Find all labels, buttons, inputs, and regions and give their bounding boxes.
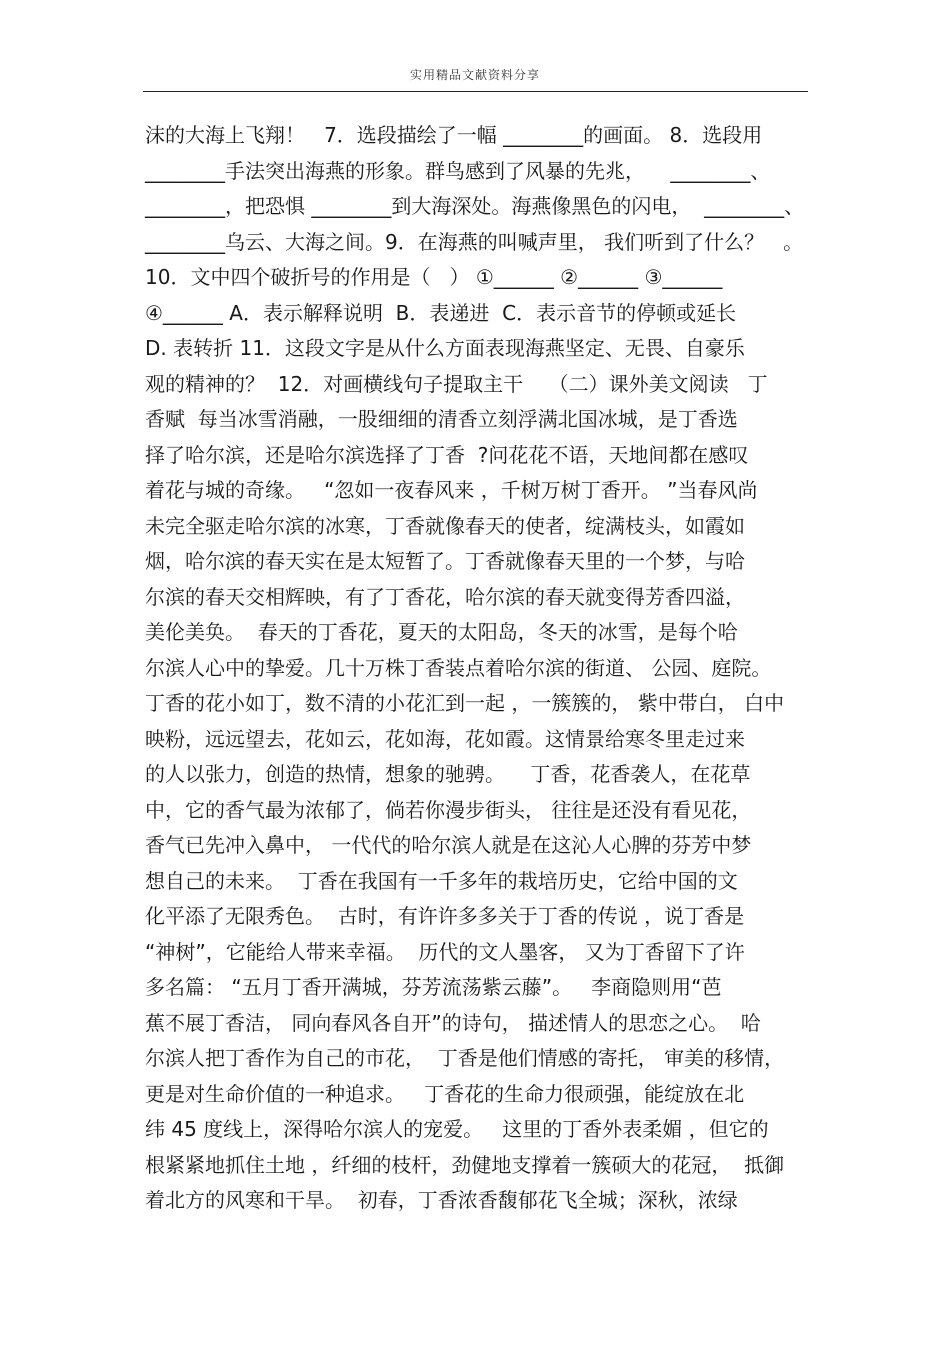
text-line: 想自己的未来。 丁香在我国有一千多年的栽培历史，它给中国的文 xyxy=(145,868,738,893)
text-line: ________乌云、大海之间。9．在海燕的叫喊声里， 我们听到了什么？ 。 xyxy=(145,229,804,254)
text-line: 尔滨人把丁香作为自己的市花， 丁香是他们情感的寄托， 审美的移情， xyxy=(145,1046,785,1070)
text-line: 多名篇： “五月丁香开满城，芬芳流荡紫云藤”。 李商隐则用“芭 xyxy=(145,975,722,999)
text-line: 纬 45 度线上，深得哈尔滨人的宠爱。 这里的丁香外表柔媚 ，但它的 xyxy=(145,1117,769,1141)
text-line: 化平添了无限秀色。 古时，有许许多多关于丁香的传说 ，说丁香是 xyxy=(145,904,745,928)
header-divider xyxy=(143,91,808,92)
text-line: 着花与城的奇缘。 “忽如一夜春风来 ，千树万树丁香开。 ”当春风尚 xyxy=(145,478,758,502)
text-line: D. 表转折 11．这段文字是从什么方面表现海燕坚定、无畏、自豪乐 xyxy=(145,336,745,360)
text-line: 美伦美奂。 春天的丁香花，夏天的太阳岛，冬天的冰雪，是每个哈 xyxy=(145,620,738,644)
text-line: 尔滨的春天交相辉映，有了丁香花，哈尔滨的春天就变得芳香四溢， xyxy=(145,584,745,609)
page-header: 实用精品文献资料分享 xyxy=(409,68,540,82)
text-line: 沫的大海上飞翔！ 7．选段描绘了一幅 ________的画面。 8．选段用 xyxy=(145,123,763,147)
text-line: 映粉，远远望去，花如云，花如海，花如霞。这情景给寒冬里走过来 xyxy=(145,726,745,751)
text-line: 10．文中四个破折号的作用是（ ） ①______ ②______ ③______ xyxy=(145,265,723,289)
text-line: 的人以张力，创造的热情，想象的驰骋。 丁香，花香袭人，在花草 xyxy=(145,762,751,786)
text-line: 丁香的花小如丁，数不清的小花汇到一起 ，一簇簇的， 紫中带白， 白中 xyxy=(145,691,785,715)
text-line: 香气已先冲入鼻中， 一代代的哈尔滨人就是在这沁人心脾的芬芳中梦 xyxy=(145,833,752,857)
text-line: 着北方的风寒和干旱。 初春，丁香浓香馥郁花飞全城；深秋，浓绿 xyxy=(145,1188,738,1212)
text-line: ________，把恐惧 ________到大海深处。海燕像黑色的闪电， ________、 xyxy=(145,194,805,218)
text-line: 观的精神的？ 12．对画横线句子提取主干 （二）课外美文阅读 丁 xyxy=(145,371,768,396)
text-line: ④______ A．表示解释说明 B．表递进 C．表示音节的停顿或延长 xyxy=(145,300,737,325)
text-line: ________手法突出海燕的形象。群鸟感到了风暴的先兆， ________、 xyxy=(145,158,771,183)
text-line: 烟，哈尔滨的春天实在是太短暂了。丁香就像春天里的一个梦，与哈 xyxy=(145,549,745,573)
text-line: 更是对生命价值的一种追求。 丁香花的生命力很顽强，能绽放在北 xyxy=(145,1081,745,1106)
text-line: 香赋 每当冰雪消融，一股细细的清香立刻浮满北国冰城，是丁香选 xyxy=(145,407,738,431)
text-line: 中，它的香气最为浓郁了，倘若你漫步街头， 往往是还没有看见花， xyxy=(145,797,752,822)
document-body xyxy=(145,118,815,1219)
text-line: 择了哈尔滨，还是哈尔滨选择了丁香 ?问花花不语，天地间都在感叹 xyxy=(145,442,749,467)
text-line: 未完全驱走哈尔滨的冰寒，丁香就像春天的使者，绽满枝头，如霞如 xyxy=(145,513,745,538)
text-line: 尔滨人心中的挚爱。几十万株丁香装点着哈尔滨的街道、 公园、庭院。 xyxy=(145,655,772,680)
text-line: 蕉不展丁香洁， 同向春风各自开”的诗句， 描述情人的思恋之心。 哈 xyxy=(145,1010,761,1035)
text-line: “神树”，它能给人带来幸福。 历代的文人墨客， 又为丁香留下了许 xyxy=(145,939,745,964)
text-line: 根紧紧地抓住土地 ，纤细的枝杆，劲健地支撑着一簇硕大的花冠， 抵御 xyxy=(145,1152,785,1177)
